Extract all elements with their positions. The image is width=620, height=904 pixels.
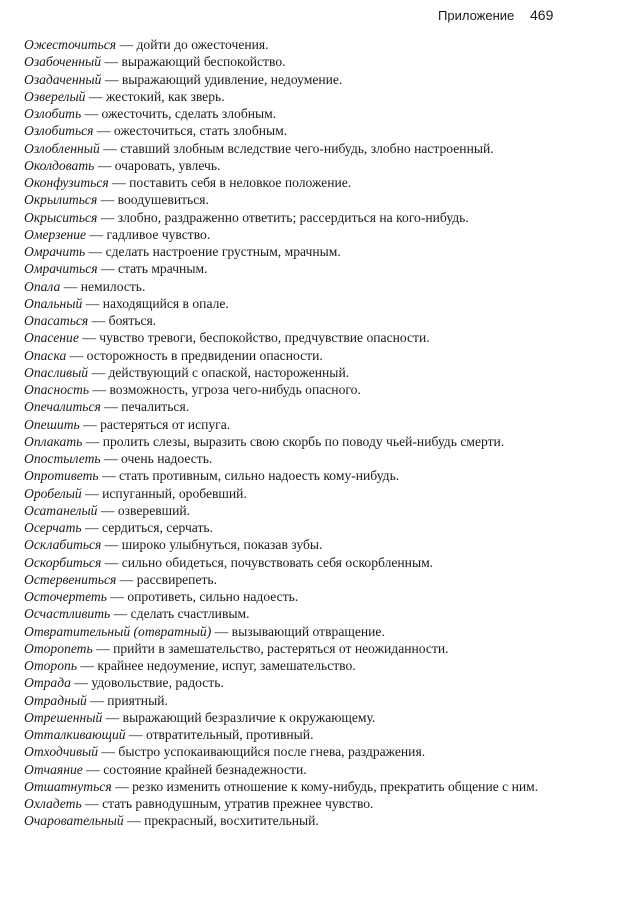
entry-definition: жестокий, как зверь.	[105, 88, 225, 104]
entry-definition: дойти до ожесточения.	[136, 37, 269, 52]
glossary-entry	[24, 502, 614, 519]
entry-dash: —	[115, 778, 129, 794]
entry-definition: ожесточиться, стать злобным.	[113, 123, 288, 139]
entry-term: Охладеть	[24, 796, 82, 811]
entry-definition: сердиться, серчать.	[102, 520, 214, 535]
entry-definition: рассвирепеть.	[136, 571, 218, 587]
entry-definition: сделать настроение грустным, мрачным.	[105, 244, 341, 259]
glossary-entry	[24, 191, 614, 208]
glossary-entry	[24, 588, 614, 605]
glossary-entry	[24, 364, 614, 381]
entry-dash: —	[112, 175, 126, 190]
glossary-entry	[24, 260, 614, 277]
entry-term: Осатанелый	[24, 502, 98, 518]
glossary-entry	[24, 209, 614, 226]
entry-term: Оторопь	[24, 658, 78, 673]
entry-term: Отчаяние	[24, 761, 83, 777]
entry-definition: прекрасный, восхитительный.	[144, 813, 319, 829]
entry-dash: —	[88, 244, 103, 259]
entry-definition: прийти в замешательство, растеряться от неожиданности.	[113, 640, 449, 656]
entry-definition: вызывающий отвращение.	[231, 623, 385, 639]
entry-dash: —	[100, 192, 115, 208]
entry-dash: —	[88, 88, 103, 104]
entry-definition: выражающий безразличие к окружающему.	[122, 709, 376, 725]
entry-term: Озлобить	[24, 106, 82, 121]
entry-dash: —	[91, 364, 106, 380]
entry-term: Отталкивающий	[24, 727, 126, 742]
entry-definition: сильно обидеться, почувствовать себя оскорбленным.	[121, 554, 434, 570]
glossary-entry	[24, 605, 614, 622]
glossary-entry	[24, 88, 614, 105]
entry-term: Отрешенный	[24, 709, 103, 725]
entry-term: Осточертеть	[24, 589, 107, 604]
entry-dash: —	[104, 451, 118, 466]
entry-definition: ожесточить, сделать злобным.	[101, 106, 277, 121]
glossary-entry	[24, 571, 614, 588]
entry-definition: гадливое чувство.	[106, 226, 211, 242]
entry-dash: —	[63, 278, 78, 294]
entry-dash: —	[214, 623, 229, 639]
entry-dash: —	[91, 313, 106, 328]
entry-definition: воодушевиться.	[117, 192, 209, 208]
entry-term: Очаровательный	[24, 813, 124, 829]
glossary-entry	[24, 347, 614, 364]
glossary-entry	[24, 554, 614, 571]
glossary-entry	[24, 467, 614, 484]
entry-term: Омерзение	[24, 226, 87, 242]
entry-dash: —	[69, 347, 84, 363]
entry-dash: —	[84, 106, 99, 121]
entry-definition: резко изменить отношение к кому-нибудь, прекратить общение с ним.	[132, 778, 539, 794]
glossary-entry	[24, 692, 614, 709]
glossary-entry	[24, 450, 614, 467]
entry-dash: —	[104, 399, 118, 415]
entry-term: Остервениться	[24, 571, 117, 587]
entry-dash: —	[96, 640, 110, 656]
entry-definition: действующий с опаской, настороженный.	[108, 364, 350, 380]
entry-dash: —	[89, 226, 104, 242]
glossary-entry	[24, 812, 614, 829]
entry-term: Опала	[24, 278, 61, 294]
glossary-entry	[24, 398, 614, 415]
glossary-entry	[24, 312, 614, 329]
entry-term: Отвратительный (отвратный)	[24, 623, 212, 639]
entry-term: Озабоченный	[24, 54, 102, 70]
entry-term: Оторопеть	[24, 640, 93, 656]
entry-dash: —	[74, 675, 88, 691]
entry-term: Оробелый	[24, 485, 82, 501]
entry-term: Озлобиться	[24, 123, 94, 139]
entry-dash: —	[103, 140, 117, 156]
entry-dash: —	[85, 433, 100, 449]
glossary-entry	[24, 53, 614, 70]
entry-definition: бояться.	[108, 313, 157, 328]
glossary-list	[24, 36, 614, 830]
entry-term: Опасение	[24, 330, 79, 346]
section-name: Приложение	[438, 8, 515, 23]
glossary-entry	[24, 226, 614, 243]
glossary-entry	[24, 71, 614, 88]
entry-term: Омрачиться	[24, 261, 98, 277]
entry-dash: —	[110, 589, 124, 604]
entry-definition: стать равнодушным, утратив прежнее чувство.	[102, 796, 374, 811]
glossary-entry	[24, 485, 614, 502]
entry-definition: озверевший.	[117, 502, 191, 518]
entry-term: Околдовать	[24, 157, 95, 173]
glossary-entry	[24, 709, 614, 726]
entry-term: Опостылеть	[24, 451, 101, 466]
entry-definition: печалиться.	[121, 399, 190, 415]
entry-term: Отрадный	[24, 692, 87, 708]
glossary-entry	[24, 761, 614, 778]
glossary-entry	[24, 36, 614, 53]
entry-definition: выражающий удивление, недоумение.	[121, 71, 343, 87]
entry-definition: находящийся в опале.	[102, 295, 229, 311]
entry-definition: злобно, раздраженно ответить; рассердиться на кого-нибудь.	[117, 209, 469, 225]
entry-dash: —	[104, 71, 119, 87]
entry-dash: —	[85, 796, 99, 811]
entry-definition: немилость.	[80, 278, 146, 294]
entry-dash: —	[105, 709, 120, 725]
glossary-entry	[24, 433, 614, 450]
glossary-entry	[24, 329, 614, 346]
entry-term: Оконфузиться	[24, 175, 109, 190]
entry-term: Озадаченный	[24, 71, 102, 87]
glossary-entry	[24, 122, 614, 139]
entry-dash: —	[80, 658, 95, 673]
entry-definition: растеряться от испуга.	[100, 416, 231, 432]
entry-dash: —	[100, 209, 115, 225]
glossary-entry	[24, 295, 614, 312]
glossary-entry	[24, 243, 614, 260]
entry-dash: —	[104, 537, 119, 553]
entry-term: Опасность	[24, 382, 90, 397]
entry-term: Озверелый	[24, 88, 86, 104]
entry-definition: отвратительный, противный.	[145, 727, 314, 742]
entry-dash: —	[100, 261, 115, 277]
entry-term: Оскорбиться	[24, 554, 102, 570]
entry-definition: осторожность в предвидении опасности.	[86, 347, 323, 363]
glossary-entry	[24, 674, 614, 691]
entry-term: Омрачить	[24, 244, 86, 259]
entry-dash: —	[97, 157, 112, 173]
entry-dash: —	[86, 761, 100, 777]
running-head	[0, 7, 620, 27]
entry-term: Опальный	[24, 295, 83, 311]
entry-term: Озлобленный	[24, 140, 100, 156]
glossary-entry	[24, 278, 614, 295]
entry-definition: выражающий беспокойство.	[121, 54, 286, 70]
entry-term: Отшатнуться	[24, 778, 112, 794]
entry-dash: —	[101, 744, 116, 760]
entry-dash: —	[92, 382, 107, 397]
entry-dash: —	[96, 123, 111, 139]
entry-definition: приятный.	[107, 692, 168, 708]
glossary-entry	[24, 640, 614, 657]
entry-dash: —	[85, 485, 99, 501]
entry-definition: состояние крайней безнадежности.	[103, 761, 307, 777]
entry-definition: очень надоесть.	[121, 451, 213, 466]
glossary-entry	[24, 140, 614, 157]
entry-term: Окрылиться	[24, 192, 98, 208]
entry-definition: пролить слезы, выразить свою скорбь по поводу чьей-нибудь смерти.	[102, 433, 505, 449]
entry-definition: крайнее недоумение, испуг, замешательство.	[97, 658, 356, 673]
glossary-entry	[24, 157, 614, 174]
entry-dash: —	[90, 692, 104, 708]
entry-definition: чувство тревоги, беспокойство, предчувствие опасности.	[99, 330, 430, 346]
entry-definition: сделать счастливым.	[130, 606, 250, 622]
entry-definition: широко улыбнуться, показав зубы.	[121, 537, 323, 553]
entry-term: Опасливый	[24, 364, 89, 380]
entry-dash: —	[102, 468, 116, 484]
entry-term: Отрада	[24, 675, 71, 691]
glossary-entry	[24, 174, 614, 191]
entry-term: Опешить	[24, 416, 80, 432]
entry-definition: стать мрачным.	[117, 261, 208, 277]
entry-term: Ожесточиться	[24, 37, 117, 52]
entry-dash: —	[119, 571, 134, 587]
entry-dash: —	[127, 813, 141, 829]
entry-term: Осерчать	[24, 520, 82, 535]
glossary-entry	[24, 416, 614, 433]
glossary-entry	[24, 743, 614, 760]
entry-term: Опечалиться	[24, 399, 101, 415]
glossary-entry	[24, 519, 614, 536]
entry-definition: опротиветь, сильно надоесть.	[127, 589, 299, 604]
glossary-entry	[24, 623, 614, 640]
entry-definition: ставший злобным вследствие чего-нибудь, злобно настроенный.	[120, 140, 494, 156]
entry-term: Опротиветь	[24, 468, 99, 484]
glossary-entry	[24, 536, 614, 553]
entry-term: Осчастливить	[24, 606, 111, 622]
entry-term: Опаска	[24, 347, 67, 363]
glossary-entry	[24, 726, 614, 743]
page-number: 469	[530, 7, 554, 23]
entry-definition: очаровать, увлечь.	[114, 157, 221, 173]
entry-term: Окрыситься	[24, 209, 98, 225]
entry-term: Отходчивый	[24, 744, 99, 760]
entry-definition: поставить себя в неловкое положение.	[129, 175, 352, 190]
entry-definition: возможность, угроза чего-нибудь опасного.	[109, 382, 361, 397]
entry-dash: —	[104, 554, 119, 570]
glossary-entry	[24, 381, 614, 398]
entry-dash: —	[85, 295, 100, 311]
entry-dash: —	[113, 606, 128, 622]
glossary-entry	[24, 795, 614, 812]
entry-definition: удовольствие, радость.	[91, 675, 224, 691]
glossary-entry	[24, 778, 614, 795]
entry-definition: испуганный, оробевший.	[102, 485, 247, 501]
glossary-entry	[24, 657, 614, 674]
entry-dash: —	[83, 416, 97, 432]
entry-term: Осклабиться	[24, 537, 102, 553]
entry-term: Опасаться	[24, 313, 89, 328]
entry-dash: —	[82, 330, 96, 346]
entry-definition: быстро успокаивающийся после гнева, раздражения.	[118, 744, 426, 760]
entry-dash: —	[85, 520, 99, 535]
entry-dash: —	[100, 502, 115, 518]
glossary-entry	[24, 105, 614, 122]
entry-dash: —	[104, 54, 119, 70]
entry-term: Оплакать	[24, 433, 83, 449]
entry-definition: стать противным, сильно надоесть кому-нибудь.	[119, 468, 400, 484]
entry-dash: —	[128, 727, 143, 742]
entry-dash: —	[119, 37, 134, 52]
